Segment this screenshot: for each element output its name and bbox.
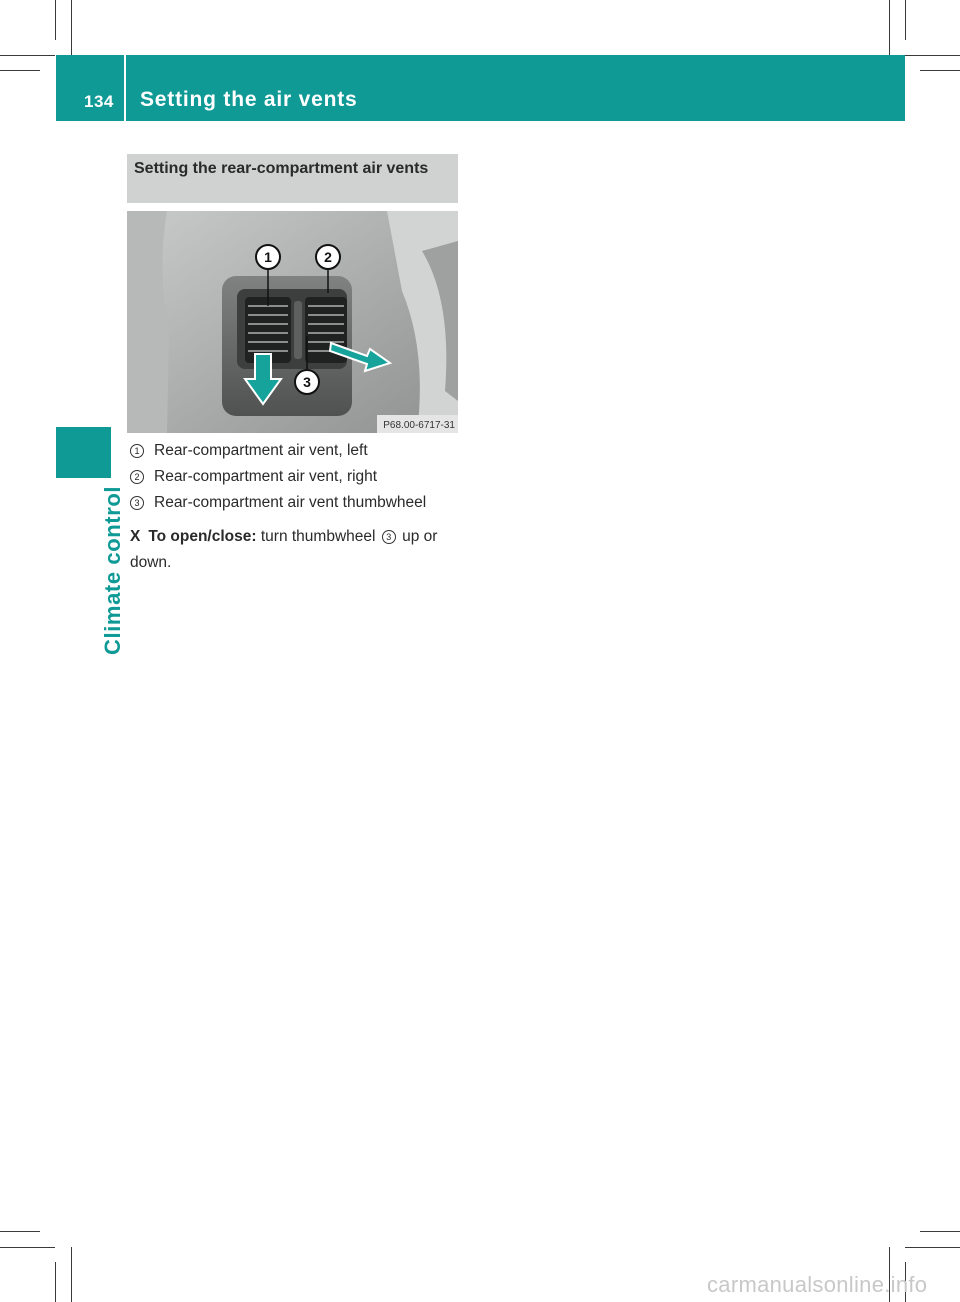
- watermark: carmanualsonline.info: [707, 1272, 928, 1297]
- crop-mark: [71, 1247, 72, 1302]
- page-number: 134: [84, 92, 114, 111]
- crop-mark: [920, 70, 960, 71]
- crop-mark: [905, 0, 906, 40]
- running-title: Setting the air vents: [140, 88, 358, 111]
- crop-mark: [0, 1231, 40, 1232]
- chapter-label: Climate control: [100, 485, 125, 655]
- callout-2: 2: [324, 249, 332, 265]
- crop-mark: [0, 55, 55, 56]
- instruction-step: [130, 524, 462, 576]
- legend-number: 1: [130, 444, 144, 458]
- legend-item: [130, 492, 426, 514]
- instruction-ref: 3: [382, 530, 396, 544]
- step-marker-icon: X: [130, 528, 141, 545]
- legend-item: [130, 466, 377, 488]
- instruction-text-end: up or down.: [130, 528, 438, 571]
- crop-mark: [0, 70, 40, 71]
- crop-mark: [905, 1247, 960, 1248]
- instruction-label: To open/close:: [148, 528, 257, 545]
- crop-mark: [55, 1262, 56, 1302]
- chapter-tab: [56, 427, 111, 478]
- legend-number: 3: [130, 496, 144, 510]
- rear-vent-illustration: [127, 211, 458, 433]
- callout-3: 3: [303, 374, 311, 390]
- crop-mark: [55, 0, 56, 40]
- crop-mark: [71, 0, 72, 55]
- header-divider: [124, 55, 126, 121]
- section-heading: Setting the rear-compartment air vents: [134, 160, 429, 177]
- crop-mark: [920, 1231, 960, 1232]
- legend-item: [130, 440, 368, 462]
- crop-mark: [889, 0, 890, 55]
- callout-1: 1: [264, 249, 272, 265]
- legend-text: Rear-compartment air vent, left: [154, 442, 368, 459]
- legend-text: Rear-compartment air vent, right: [154, 468, 378, 485]
- figure-code: P68.00-6717-31: [383, 420, 455, 431]
- crop-mark: [0, 1247, 55, 1248]
- instruction-text: turn thumbwheel: [260, 528, 376, 545]
- legend-text: Rear-compartment air vent thumbwheel: [154, 494, 427, 511]
- crop-mark: [905, 55, 960, 56]
- legend-number: 2: [130, 470, 144, 484]
